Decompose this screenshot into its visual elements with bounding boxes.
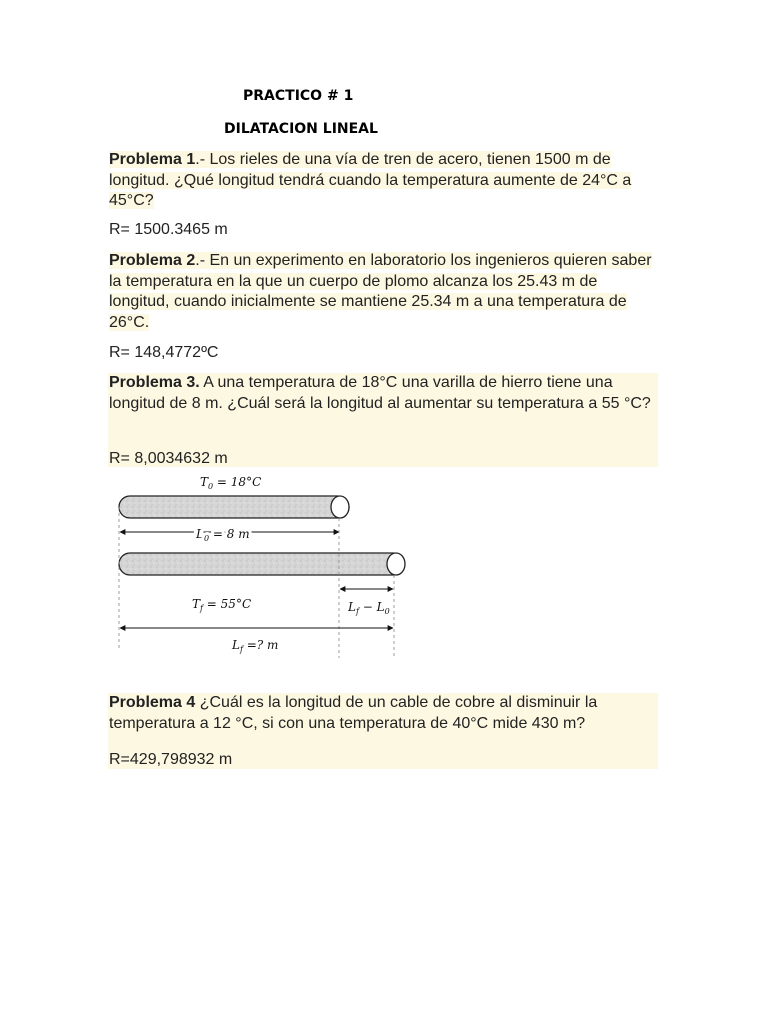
rod-initial xyxy=(119,496,349,518)
rod-final xyxy=(119,553,405,575)
problem-1-label: Problema 1 xyxy=(109,151,196,168)
problem-3 xyxy=(109,373,661,414)
problem-1 xyxy=(109,150,661,212)
problem-4-answer: R=429,798932 m xyxy=(109,751,233,768)
t0-label: $T_0 = 18^\circ C$ xyxy=(200,475,262,491)
page-subtitle: DILATACION LINEAL xyxy=(224,121,378,137)
problem-3-label: Problema 3. xyxy=(109,374,200,391)
problem-4-label: Problema 4 xyxy=(109,694,196,711)
l0-label: $L_0 = 8$ m xyxy=(196,527,250,543)
tf-label: $T_f = 55^\circ C$ xyxy=(192,597,252,613)
thermal-expansion-diagram xyxy=(108,470,418,665)
problem-2 xyxy=(109,251,661,333)
problem-1-text: .- Los rieles de una vía de tren de acero, tienen 1500 m de longitud. ¿Qué longitud tendrá cuando la temperatura aumente de 24°C a 45°C? xyxy=(109,151,632,209)
problem-2-answer: R= 148,4772ºC xyxy=(109,344,219,361)
delta-l-label: $L_f - L_0$ xyxy=(348,600,390,616)
problem-4 xyxy=(109,693,661,734)
problem-2-label: Problema 2 xyxy=(109,252,196,269)
problem-1-answer: R= 1500.3465 m xyxy=(109,221,228,238)
problem-4-text: ¿Cuál es la longitud de un cable de cobre al disminuir la temperatura a 12 °C, si con una temperatura de 40°C mide 430 m? xyxy=(109,694,598,732)
lf-label: $L_f$ =? m xyxy=(232,638,279,654)
page-title: PRACTICO # 1 xyxy=(243,88,354,104)
problem-2-text: .- En un experimento en laboratorio los ingenieros quieren saber la temperatura en la que un cuerpo de plomo alcanza los 25.43 m de longitud, cuando inicialmente se mantiene 25.34 m a una temperatura de 26°C. xyxy=(109,252,652,331)
problem-3-text: A una temperatura de 18°C una varilla de hierro tiene una longitud de 8 m. ¿Cuál será la longitud al aumentar su temperatura a 55 °C? xyxy=(109,374,651,412)
problem-3-answer: R= 8,0034632 m xyxy=(109,450,228,467)
